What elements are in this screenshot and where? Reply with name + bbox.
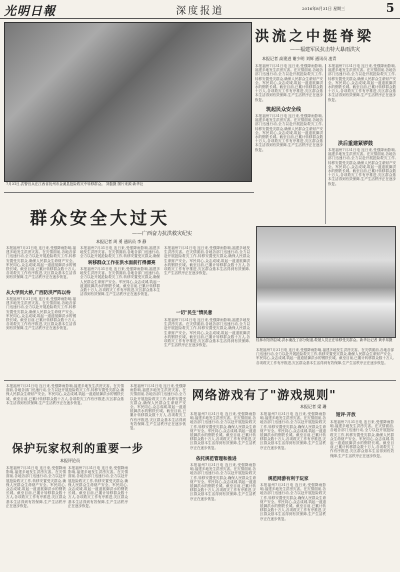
story-mid-body-1: 本报福州7月31日电 连日来,受强降雨影响,福建多地发生洪涝灾害。在灾情面前,各地各部门迅速行动,全力以赴开展抢险救灾工作,转移安置受灾群众,确保人民群众生命财产安全。军民同心,众志成城,筑起一道道抵御洪水的钢铁长城。截至目前,已累计转移群众数十万人,各项救灾工作有序推进,灾区群众基本生活得到有效保障,生产生活秩序正在逐步恢复。 [6, 246, 76, 280]
newspaper-logo: 光明日報 [4, 4, 57, 18]
photo-caption-1: 7月31日,武警官兵在江西省抚州市金溪县抢险救灾中转移群众。 刘磊摄 图片来源:新华社 [6, 182, 144, 186]
story-top-body-5: 本报福州7月31日电 连日来,受强降雨影响,福建多地发生洪涝灾害。在灾情面前,各地各部门迅速行动,全力以赴开展抢险救灾工作,转移安置受灾群众,确保人民群众生命财产安全。军民同心,众志成城,筑起一道道抵御洪水的钢铁长城。截至目前,已累计转移群众数十万人,各项救灾工作有序推进,灾区群众基本生活得到有效保障,生产生活秩序正在逐步恢复。 [256, 348, 394, 365]
story-mid-body-5: 本报福州7月31日电 连日来,受强降雨影响,福建多地发生洪涝灾害。在灾情面前,各地各部门迅速行动,全力以赴开展抢险救灾工作,转移安置受灾群众,确保人民群众生命财产安全。军民同心,众志成城,筑起一道道抵御洪水的钢铁长城。截至目前,已累计转移群众数十万人,各项救灾工作有序推进,灾区群众基本生活得到有效保障,生产生活秩序正在逐步恢复。 [164, 246, 250, 276]
page-number: 5 [386, 1, 395, 15]
story-top-body-4: 本报福州7月31日电 连日来,受强降雨影响,福建多地发生洪涝灾害。在灾情面前,各地各部门迅速行动,全力以赴开展抢险救灾工作,转移安置受灾群众,确保人民群众生命财产安全。军民同心,众志成城,筑起一道道抵御洪水的钢铁长城。截至目前,已累计转移群众数十万人,各项救灾工作有序推进,灾区群众基本生活得到有效保障,生产生活秩序正在逐步恢复。 [328, 148, 396, 186]
story-bottom-right-subhead-1: 依托规范管理和推进 [196, 457, 237, 462]
story-top-byline: 本报记者 高建进 谢少明 刘辉 通讯员 凌青 [262, 56, 337, 61]
story-top-body-3: 本报福州7月31日电 连日来,受强降雨影响,福建多地发生洪涝灾害。在灾情面前,各地各部门迅速行动,全力以赴开展抢险救灾工作,转移安置受灾群众,确保人民群众生命财产安全。军民同心,众志成城,筑起一道道抵御洪水的钢铁长城。截至目前,已累计转移群众数十万人,各项救灾工作有序推进,灾区群众基本生活得到有效保障,生产生活秩序正在逐步恢复。 [328, 64, 396, 102]
story-top-title: 洪流之中挺脊梁 [255, 29, 374, 45]
story-top-side-subhead: 洪后重建紧锣鼓 [338, 141, 374, 147]
column-rule [325, 64, 326, 224]
story-bottom-left-title: 保护玩家权利的重要一步 [12, 442, 144, 455]
story-mid-subhead-1: 从大学到大桥,广西防洪严阵以待 [6, 291, 71, 296]
divider-2 [4, 380, 396, 381]
story-bottom-right-subhead-2: 规范网游有利于玩家 [268, 477, 309, 482]
story-top-subhead: 筑起民众安全线 [266, 107, 302, 113]
flood-rescue-photo [4, 22, 252, 182]
story-bottom-right-body-2: 本报福州7月31日电 连日来,受强降雨影响,福建多地发生洪涝灾害。在灾情面前,各地各部门迅速行动,全力以赴开展抢险救灾工作,转移安置受灾群众,确保人民群众生命财产安全。军民同心,众志成城,筑起一道道抵御洪水的钢铁长城。截至目前,已累计转移群众数十万人,各项救灾工作有序推进,灾区群众基本生活得到有效保障,生产生活秩序正在逐步恢复。 [190, 463, 256, 501]
story-bottom-right-subhead-3: 短评·开放 [336, 413, 356, 418]
story-bottom-left-body-2: 本报福州7月31日电 连日来,受强降雨影响,福建多地发生洪涝灾害。在灾情面前,各地各部门迅速行动,全力以赴开展抢险救灾工作,转移安置受灾群众,确保人民群众生命财产安全。军民同心,众志成城,筑起一道道抵御洪水的钢铁长城。截至目前,已累计转移群众数十万人,各项救灾工作有序推进,灾区群众基本生活得到有效保障,生产生活秩序正在逐步恢复。 [6, 466, 66, 508]
story-mid-body-3: 本报福州7月31日电 连日来,受强降雨影响,福建多地发生洪涝灾害。在灾情面前,各地各部门迅速行动,全力以赴开展抢险救灾工作,转移安置受灾群众,确保 [80, 246, 160, 258]
story-bottom-right-body-1: 本报福州7月31日电 连日来,受强降雨影响,福建多地发生洪涝灾害。在灾情面前,各地各部门迅速行动,全力以赴开展抢险救灾工作,转移安置受灾群众,确保人民群众生命财产安全。军民同心,众志成城,筑起一道道抵御洪水的钢铁长城。截至目前,已累计转移群众数十万人,各项救灾工作有序推进,灾区群众基本生活得到有效保障,生产生活秩序正在逐步恢复。 [190, 412, 256, 450]
story-bottom-right-byline: 本报记者 梁 珊 [300, 404, 327, 409]
story-bottom-left-body-4: 本报福州7月31日电 连日来,受强降雨影响,福建多地发生洪涝灾害。在灾情面前,各地各部门迅速行动,全力以赴开展抢险救灾工作,转移安置受灾群众,确保人民群众生命财产安全。军民同心,众志成城,筑起一道道抵御洪水的钢铁长城。截至目前,已累计转移群众数十万人,各项救灾工作有序推进,灾区群众基本生活得到有效保障,生产生活秩序正在逐步恢复。 [130, 384, 186, 431]
story-bottom-right-body-4: 本报福州7月31日电 连日来,受强降雨影响,福建多地发生洪涝灾害。在灾情面前,各地各部门迅速行动,全力以赴开展抢险救灾工作,转移安置受灾群众,确保人民群众生命财产安全。军民同心,众志成城,筑起一道道抵御洪水的钢铁长城。截至目前,已累计转移群众数十万人,各项救灾工作有序推进,灾区群众基本生活得到有效保障,生产生活秩序正在逐步恢复。 [260, 483, 326, 521]
flooded-street-photo [256, 226, 396, 338]
story-mid-byline: 本报记者 周 勇 通讯员 李 静 [96, 239, 147, 244]
story-mid-body-2: 本报福州7月31日电 连日来,受强降雨影响,福建多地发生洪涝灾害。在灾情面前,各地各部门迅速行动,全力以赴开展抢险救灾工作,转移安置受灾群众,确保人民群众生命财产安全。军民同心,众志成城,筑起一道道抵御洪水的钢铁长城。截至目前,已累计转移群众数十万人,各项救灾工作有序推进,灾区群众基本生活得到有效保障,生产生活秩序正在逐步恢复。 [6, 297, 76, 331]
story-mid-subhead-3: 一切"民生"情民意 [176, 311, 213, 316]
story-bottom-right-body-3: 本报福州7月31日电 连日来,受强降雨影响,福建多地发生洪涝灾害。在灾情面前,各地各部门迅速行动,全力以赴开展抢险救灾工作,转移安置受灾群众,确保人民群众生命财产安全。军民同心,众志成城,筑起一道道抵御洪水的钢铁长城。截至目前,已累计转移群众数十万人,各项救灾工作有序推进,灾区群众基本生活得到有效保障,生产生活秩序正在逐步恢复。 [260, 412, 326, 450]
divider [4, 192, 254, 193]
story-bottom-left-byline: 本报评论员 [60, 458, 80, 463]
photo-caption-2: 桂林市阳朔县城,洪水淹没了部分街道,救援人员正在转移受灾群众。新华社记者 黄孝邦摄 [256, 338, 393, 342]
story-mid-title: 群众安全大过天 [30, 209, 170, 229]
story-top-body: 本报福州7月31日电 连日来,受强降雨影响,福建多地发生洪涝灾害。在灾情面前,各地各部门迅速行动,全力以赴开展抢险救灾工作,转移安置受灾群众,确保人民群众生命财产安全。军民同心,众志成城,筑起一道道抵御洪水的钢铁长城。截至目前,已累计转移群众数十万人,各项救灾工作有序推进,灾区群众基本生活得到有效保障,生产生活秩序正在逐步恢复。 [255, 64, 323, 102]
story-top-subtitle: ——福建军民抗击特大暴雨洪灾 [290, 47, 361, 53]
story-bottom-right-title: 网络游戏有了"游戏规则" [192, 388, 337, 402]
story-mid-body-4: 本报福州7月31日电 连日来,受强降雨影响,福建多地发生洪涝灾害。在灾情面前,各地各部门迅速行动,全力以赴开展抢险救灾工作,转移安置受灾群众,确保人民群众生命财产安全。军民同心,众志成城,筑起一道道抵御洪水的钢铁长城。截至目前,已累计转移群众数十万人,各项救灾工作有序推进,灾区群众基本生活得到有效保障,生产生活秩序正在逐步恢复。 [80, 267, 160, 297]
dateline: 2016年8月31日 星期三 [302, 6, 346, 11]
story-bottom-left-body-3: 本报福州7月31日电 连日来,受强降雨影响,福建多地发生洪涝灾害。在灾情面前,各地各部门迅速行动,全力以赴开展抢险救灾工作,转移安置受灾群众,确保人民群众生命财产安全。军民同心,众志成城,筑起一道道抵御洪水的钢铁长城。截至目前,已累计转移群众数十万人,各项救灾工作有序推进,灾区群众基本生活得到有效保障,生产生活秩序正在逐步恢复。 [68, 466, 128, 508]
story-mid-subtitle: ——广西奋力抗洪救灾纪实 [132, 231, 193, 237]
story-bottom-left-body-1: 本报福州7月31日电 连日来,受强降雨影响,福建多地发生洪涝灾害。在灾情面前,各地各部门迅速行动,全力以赴开展抢险救灾工作,转移安置受灾群众,确保人民群众生命财产安全。军民同心,众志成城,筑起一道道抵御洪水的钢铁长城。截至目前,已累计转移群众数十万人,各项救灾工作有序推进,灾区群众基本生活得到有效保障,生产生活秩序正在逐步恢复。 [6, 384, 124, 405]
story-mid-body-6: 本报福州7月31日电 连日来,受强降雨影响,福建多地发生洪涝灾害。在灾情面前,各地各部门迅速行动,全力以赴开展抢险救灾工作,转移安置受灾群众,确保人民群众生命财产安全。军民同心,众志成城,筑起一道道抵御洪水的钢铁长城。截至目前,已累计转移群众数十万人,各项救灾工作有序推进,灾区群众基本生活得到有效保障,生产生活秩序正在逐步恢复。 [164, 318, 250, 348]
story-mid-subhead-2: 转移群众工作在洪水面前打得漂亮 [88, 261, 156, 266]
story-bottom-right-body-5: 本报福州7月31日电 连日来,受强降雨影响,福建多地发生洪涝灾害。在灾情面前,各地各部门迅速行动,全力以赴开展抢险救灾工作,转移安置受灾群众,确保人民群众生命财产安全。军民同心,众志成城,筑起一道道抵御洪水的钢铁长城。截至目前,已累计转移群众数十万人,各项救灾工作有序推进,灾区群众基本生活得到有效保障,生产生活秩序正在逐步恢复。 [330, 420, 394, 458]
section-title: 深度报道 [176, 6, 224, 17]
story-top-body-2: 本报福州7月31日电 连日来,受强降雨影响,福建多地发生洪涝灾害。在灾情面前,各地各部门迅速行动,全力以赴开展抢险救灾工作,转移安置受灾群众,确保人民群众生命财产安全。军民同心,众志成城,筑起一道道抵御洪水的钢铁长城。截至目前,已累计转移群众数十万人,各项救灾工作有序推进,灾区群众基本生活得到有效保障,生产生活秩序正在逐步恢复。 [255, 114, 323, 152]
